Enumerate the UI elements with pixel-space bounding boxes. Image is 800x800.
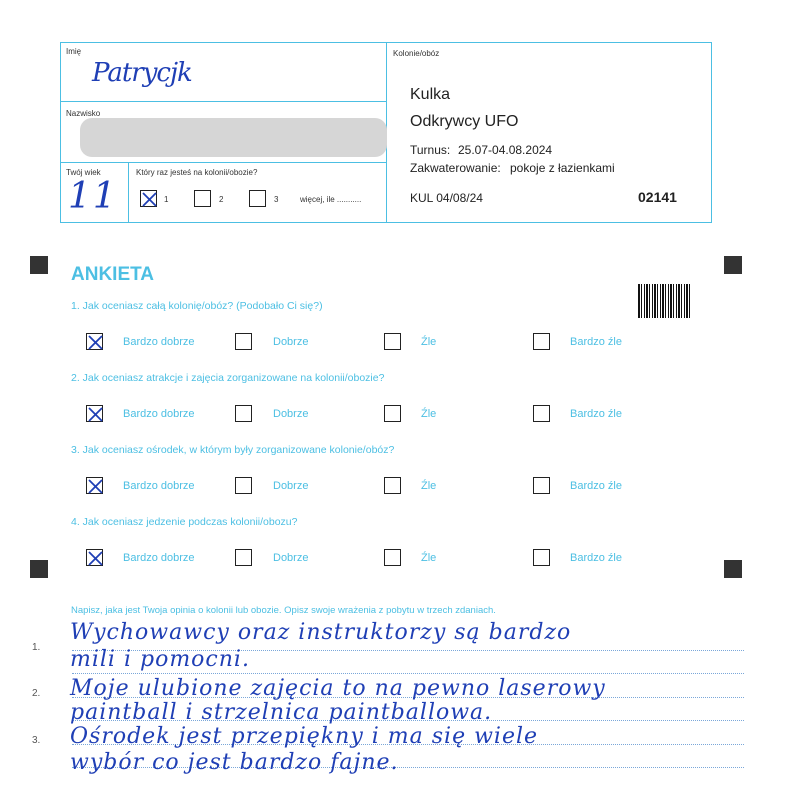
turnus-value: 25.07-04.08.2024 <box>458 143 553 157</box>
q2-checkbox-dobrze[interactable] <box>235 405 252 422</box>
age-label: Twój wiek <box>66 168 101 177</box>
q2-option-dobrze: Dobrze <box>273 408 309 420</box>
q1-option-zle: Źle <box>421 336 437 348</box>
alignment-marker <box>30 256 48 274</box>
camp-label: Kolonie/obóz <box>393 49 440 58</box>
surname-redacted <box>80 118 387 157</box>
opinion-handwriting-line[interactable]: Wychowawcy oraz instruktorzy są bardzo <box>70 620 572 645</box>
q4-option-zle: Źle <box>421 552 437 564</box>
q3-option-bardzo-dobrze: Bardzo dobrze <box>123 480 195 492</box>
accommodation-value: pokoje z łazienkami <box>510 161 615 175</box>
camp-name: Kulka <box>410 86 451 103</box>
line-number-3: 3. <box>32 735 41 746</box>
opinion-handwriting-line[interactable]: paintball i strzelnica paintballowa. <box>70 700 493 725</box>
opinion-handwriting-line[interactable]: Ośrodek jest przepiękny i ma się wiele <box>70 724 539 749</box>
opinion-handwriting-line[interactable]: wybór co jest bardzo fajne. <box>70 750 399 775</box>
q2-option-zle: Źle <box>421 408 437 420</box>
times-checkbox-2[interactable] <box>194 190 211 207</box>
q4-checkbox-dobrze[interactable] <box>235 549 252 566</box>
q2-option-bardzo-dobrze: Bardzo dobrze <box>123 408 195 420</box>
q2-option-bardzo-zle: Bardzo źle <box>570 408 622 420</box>
header-row-divider <box>60 101 386 102</box>
times-option-2: 2 <box>219 195 224 204</box>
q4-option-bardzo-dobrze: Bardzo dobrze <box>123 552 195 564</box>
q1-option-dobrze: Dobrze <box>273 336 309 348</box>
opinion-handwriting-line[interactable]: mili i pomocni. <box>70 647 250 672</box>
turnus-label: Turnus: <box>410 143 451 157</box>
name-label: Imię <box>66 47 82 56</box>
q2-checkbox-zle[interactable] <box>384 405 401 422</box>
barcode <box>638 284 690 318</box>
times-more: więcej, ile ........... <box>300 195 362 204</box>
q3-checkbox-dobrze[interactable] <box>235 477 252 494</box>
q1-option-bardzo-dobrze: Bardzo dobrze <box>123 336 195 348</box>
question-2: 2. Jak oceniasz atrakcje i zajęcia zorganizowane na kolonii/obozie? <box>71 372 385 384</box>
q3-checkbox-bardzo-dobrze[interactable] <box>86 477 103 494</box>
question-3: 3. Jak oceniasz ośrodek, w którym były zorganizowane kolonie/obóz? <box>71 444 395 456</box>
q2-checkbox-bardzo-dobrze[interactable] <box>86 405 103 422</box>
check-mark-icon <box>87 478 104 495</box>
q4-option-dobrze: Dobrze <box>273 552 309 564</box>
header-age-divider <box>128 162 129 222</box>
name-value[interactable]: Patrycjk <box>92 58 192 88</box>
camp-theme: Odkrywcy UFO <box>410 113 519 130</box>
q3-checkbox-bardzo-zle[interactable] <box>533 477 550 494</box>
check-mark-icon <box>87 334 104 351</box>
alignment-marker <box>724 560 742 578</box>
alignment-marker <box>724 256 742 274</box>
accommodation-label: Zakwaterowanie: <box>410 161 501 175</box>
check-mark-icon <box>141 191 158 208</box>
camp-code: KUL 04/08/24 <box>410 191 483 205</box>
q1-checkbox-zle[interactable] <box>384 333 401 350</box>
q3-option-dobrze: Dobrze <box>273 480 309 492</box>
line-number-1: 1. <box>32 642 41 653</box>
question-4: 4. Jak oceniasz jedzenie podczas kolonii/obozu? <box>71 516 298 528</box>
q3-option-bardzo-zle: Bardzo źle <box>570 480 622 492</box>
check-mark-icon <box>87 550 104 567</box>
q4-option-bardzo-zle: Bardzo źle <box>570 552 622 564</box>
alignment-marker <box>30 560 48 578</box>
q3-option-zle: Źle <box>421 480 437 492</box>
q1-checkbox-dobrze[interactable] <box>235 333 252 350</box>
surname-label: Nazwisko <box>66 109 101 118</box>
q1-option-bardzo-zle: Bardzo źle <box>570 336 622 348</box>
q1-checkbox-bardzo-dobrze[interactable] <box>86 333 103 350</box>
times-checkbox-1[interactable] <box>140 190 157 207</box>
q4-checkbox-zle[interactable] <box>384 549 401 566</box>
header-row-divider <box>60 162 386 163</box>
opinion-handwriting-line[interactable]: Moje ulubione zajęcia to na pewno laserowy <box>70 676 606 701</box>
times-option-1: 1 <box>164 195 169 204</box>
answer-line <box>72 673 744 674</box>
q3-checkbox-zle[interactable] <box>384 477 401 494</box>
q4-checkbox-bardzo-dobrze[interactable] <box>86 549 103 566</box>
survey-title: ANKIETA <box>71 264 155 285</box>
times-option-3: 3 <box>274 195 279 204</box>
form-number: 02141 <box>638 189 677 205</box>
times-label: Który raz jesteś na kolonii/obozie? <box>136 168 258 177</box>
question-1: 1. Jak oceniasz całą kolonię/obóz? (Podobało Ci się?) <box>71 300 323 312</box>
opinion-prompt: Napisz, jaka jest Twoja opinia o kolonii lub obozie. Opisz swoje wrażenia z pobytu w trzech zdaniach. <box>71 605 496 616</box>
check-mark-icon <box>87 406 104 423</box>
times-checkbox-3[interactable] <box>249 190 266 207</box>
q2-checkbox-bardzo-zle[interactable] <box>533 405 550 422</box>
line-number-2: 2. <box>32 688 41 699</box>
q4-checkbox-bardzo-zle[interactable] <box>533 549 550 566</box>
age-value[interactable]: 11 <box>68 176 118 217</box>
q1-checkbox-bardzo-zle[interactable] <box>533 333 550 350</box>
